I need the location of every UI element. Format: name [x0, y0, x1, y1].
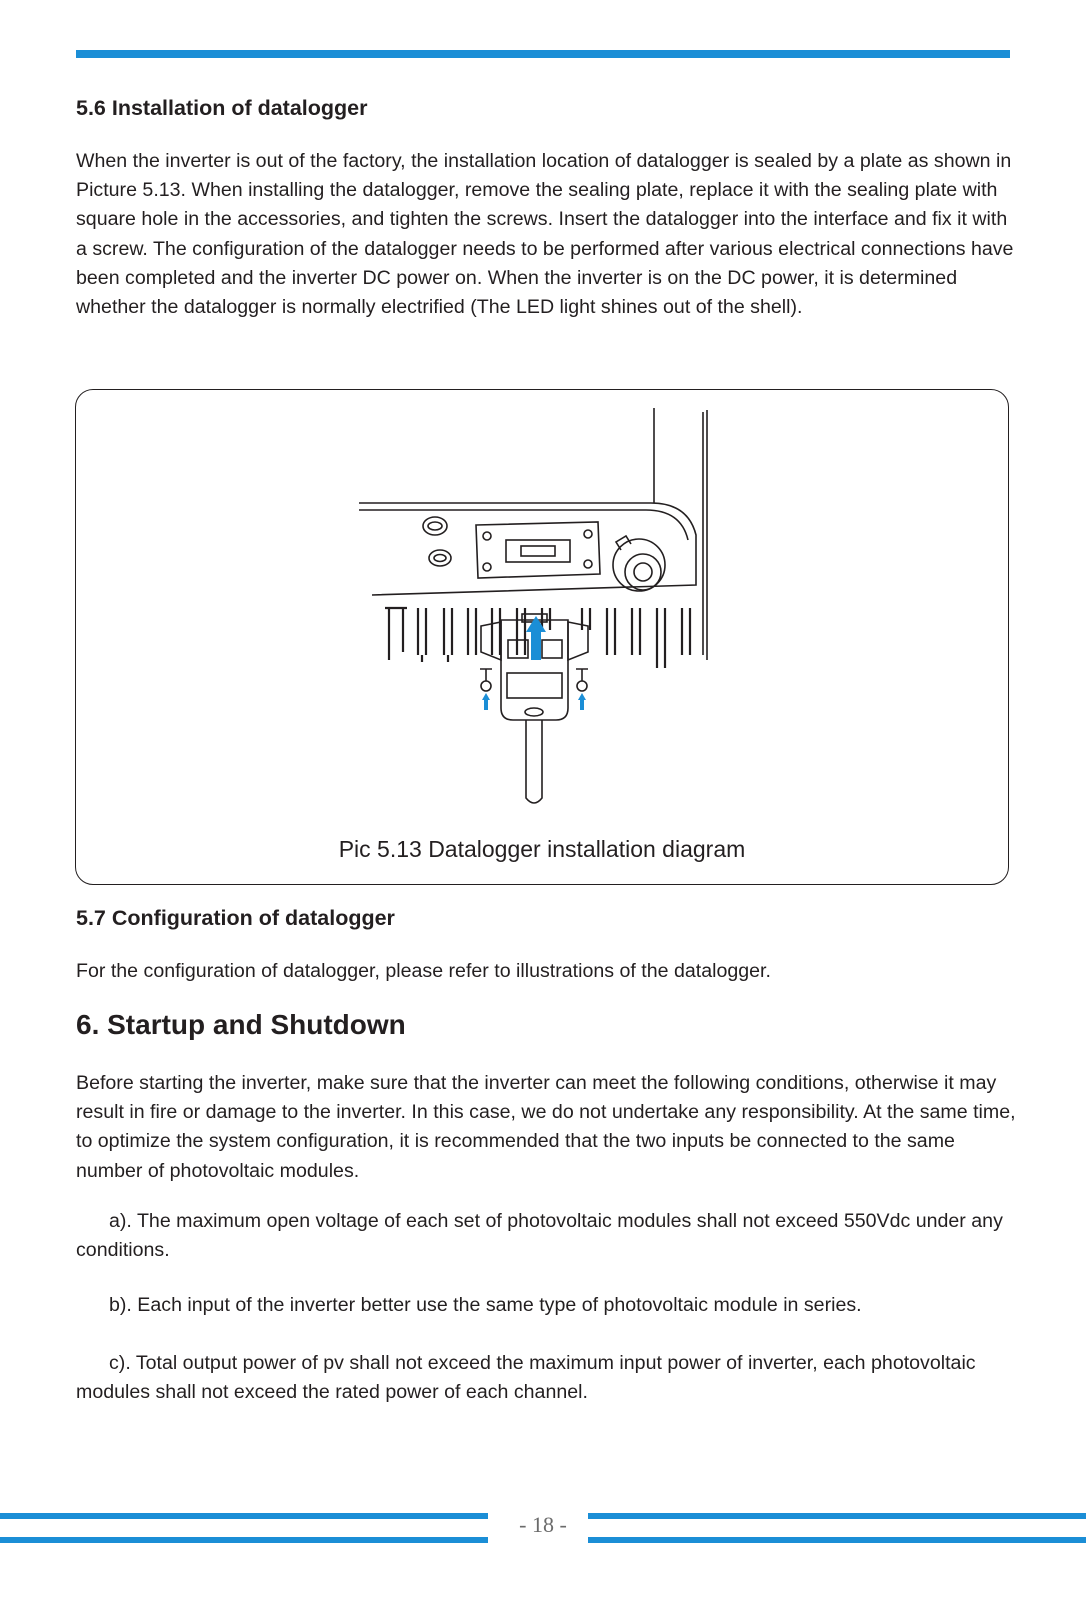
condition-item-a: a). The maximum open voltage of each set of photovoltaic modules shall not exceed 550Vdc under any conditions.	[76, 1210, 1003, 1262]
section-5-6-heading: 5.6 Installation of datalogger	[76, 96, 368, 120]
datalogger-installation-diagram	[76, 390, 1010, 886]
footer-rule-left	[0, 1513, 488, 1519]
section-6-intro: Before starting the inverter, make sure that the inverter can meet the following conditions, otherwise it may result in fire or damage to the inverter. In this case, we do not undertake any responsibility. At the same time, to optimize the system configuration, it is recommended that the two inputs be connected to the same number of photovoltaic modules.	[76, 1072, 1016, 1182]
condition-item-b: b). Each input of the inverter better use the same type of photovoltaic module in series.	[109, 1294, 862, 1316]
section-5-6-body: When the inverter is out of the factory, the installation location of datalogger is sealed by a plate as shown in Picture 5.13. When installing the datalogger, remove the sealing plate, replace it with the sealing plate with square hole in the accessories, and tighten the screws. Insert the datalogger into the interface and fix it with a screw. The configuration of the datalogger needs to be performed after various electrical connections have been completed and the inverter DC power on. When the inverter is on the DC power, it is determined whether the datalogger is normally electrified (The LED light shines out of the shell).	[76, 150, 1014, 319]
footer-rule-left-lower	[0, 1537, 488, 1543]
section-6-heading: 6. Startup and Shutdown	[76, 1009, 406, 1040]
footer-rule-right-lower	[588, 1537, 1086, 1543]
header-rule	[76, 50, 1010, 58]
section-5-7-body: For the configuration of datalogger, please refer to illustrations of the datalogger.	[76, 960, 771, 982]
figure-caption: Pic 5.13 Datalogger installation diagram	[338, 836, 746, 862]
condition-item-c: c). Total output power of pv shall not exceed the maximum input power of inverter, each photovoltaic modules shall not exceed the rated power of each channel.	[76, 1352, 976, 1404]
page-number: - 18 -	[519, 1512, 567, 1537]
figure-frame	[75, 389, 1009, 885]
section-5-7-heading: 5.7 Configuration of datalogger	[76, 906, 395, 930]
footer-rule-right	[588, 1513, 1086, 1519]
